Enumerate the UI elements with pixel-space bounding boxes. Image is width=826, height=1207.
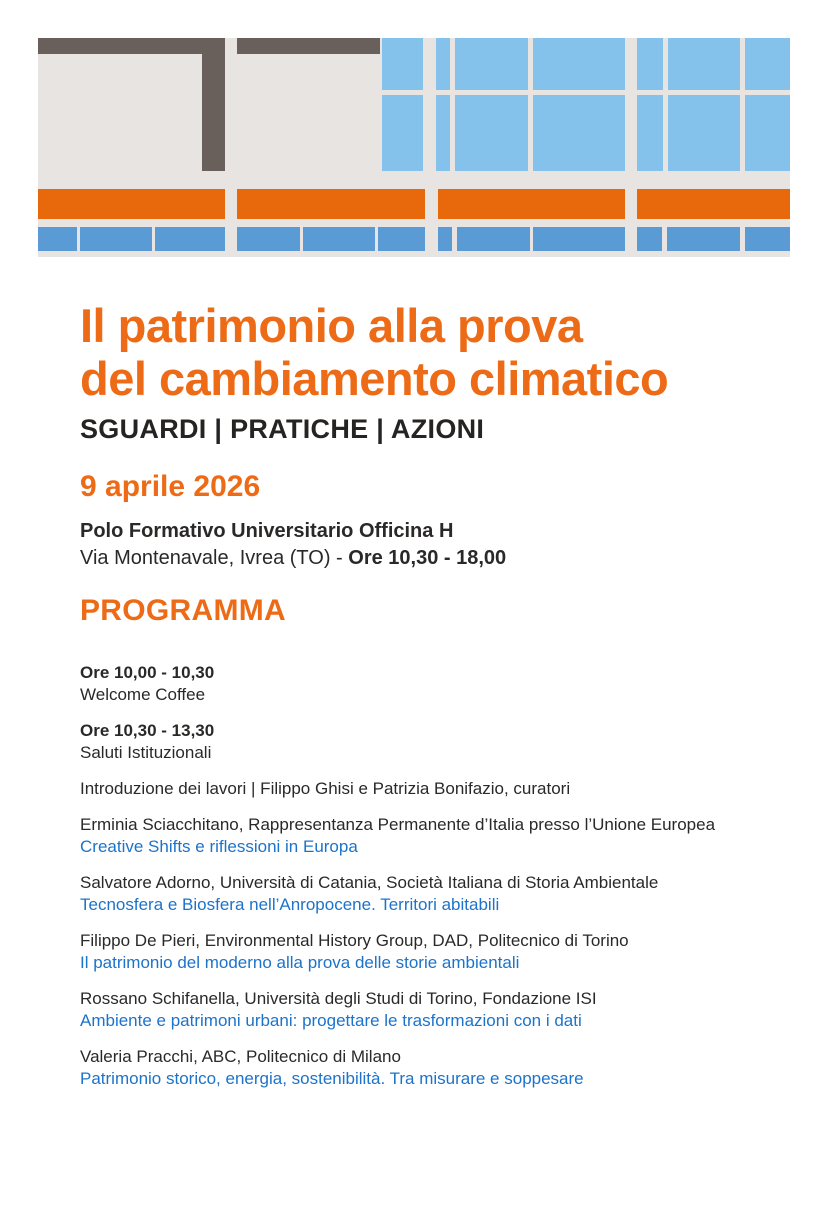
facade-block-window — [455, 38, 528, 90]
facade-block-window — [382, 95, 423, 171]
talk-entry — [80, 930, 796, 974]
facade-block-orange — [637, 189, 790, 219]
event-hours: Ore 10,30 - 18,00 — [348, 547, 507, 569]
facade-block-window — [745, 38, 790, 90]
poster — [0, 38, 826, 1207]
facade-block-band — [533, 227, 625, 251]
facade-block-orange — [438, 189, 625, 219]
venue-address-line — [80, 545, 796, 572]
facade-block-window — [436, 38, 450, 90]
facade-block-window — [637, 38, 663, 90]
title-line-2: del cambiamento climatico — [80, 352, 669, 405]
facade-block-band — [155, 227, 225, 251]
talk-title: Creative Shifts e riflessioni in Europa — [80, 837, 358, 856]
speaker-line: Valeria Pracchi, ABC, Politecnico di Milano — [80, 1047, 401, 1066]
facade-block-window — [637, 95, 663, 171]
facade-block-band — [745, 227, 790, 251]
facade-block-window — [382, 38, 423, 90]
page-title — [80, 299, 796, 405]
speaker-line: Salvatore Adorno, Università di Catania, Società Italiana di Storia Ambientale — [80, 873, 659, 892]
facade-block-dark — [38, 38, 225, 54]
venue-block — [80, 518, 796, 572]
facade-block-band — [667, 227, 740, 251]
talk-title: Il patrimonio del moderno alla prova delle storie ambientali — [80, 953, 520, 972]
talk-title: Patrimonio storico, energia, sostenibilità. Tra misurare e soppesare — [80, 1069, 584, 1088]
program-list — [80, 662, 796, 1090]
talk-entry — [80, 988, 796, 1032]
subtitle: SGUARDI | PRATICHE | AZIONI — [80, 414, 485, 444]
speaker-line: Filippo De Pieri, Environmental History Group, DAD, Politecnico di Torino — [80, 931, 629, 950]
facade-block-dark — [237, 38, 380, 54]
facade-block-band — [438, 227, 452, 251]
facade-block-band — [378, 227, 425, 251]
talk-entry — [80, 872, 796, 916]
title-line-1: Il patrimonio alla prova — [80, 299, 583, 352]
event-date: 9 aprile 2026 — [80, 470, 261, 503]
facade-block-window — [668, 95, 740, 171]
facade-block-orange — [237, 189, 425, 219]
facade-block-band — [303, 227, 375, 251]
facade-block-window — [533, 38, 625, 90]
facade-block-band — [38, 227, 77, 251]
facade-block-band — [637, 227, 662, 251]
speaker-line: Rossano Schifanella, Università degli Studi di Torino, Fondazione ISI — [80, 989, 597, 1008]
talk-entry — [80, 1046, 796, 1090]
talk-title: Ambiente e patrimoni urbani: progettare le trasformazioni con i dati — [80, 1011, 582, 1030]
venue-name: Polo Formativo Universitario Officina H — [80, 520, 454, 542]
facade-block-band — [457, 227, 530, 251]
header-graphic — [38, 38, 790, 257]
poster-content — [0, 299, 826, 1090]
facade-block-window — [745, 95, 790, 171]
speaker-line: Erminia Sciacchitano, Rappresentanza Permanente d’Italia presso l’Unione Europea — [80, 815, 716, 834]
talk-entry — [80, 814, 796, 858]
talk-title: Tecnosfera e Biosfera nell’Anropocene. Territori abitabili — [80, 895, 500, 914]
facade-block-dark — [202, 38, 225, 171]
session-intro — [80, 778, 796, 800]
slot-label: Saluti Istituzionali — [80, 743, 212, 762]
facade-block-window — [668, 38, 740, 90]
facade-block-window — [533, 95, 625, 171]
slot-time: Ore 10,30 - 13,30 — [80, 721, 215, 740]
facade-block-window — [436, 95, 450, 171]
facade-block-band — [80, 227, 152, 251]
program-heading: PROGRAMMA — [80, 594, 287, 627]
time-slot — [80, 720, 796, 764]
time-slot — [80, 662, 796, 706]
facade-block-orange — [38, 189, 225, 219]
venue-address: Via Montenavale, Ivrea (TO) - — [80, 547, 349, 569]
intro-line: Introduzione dei lavori | Filippo Ghisi e Patrizia Bonifazio, curatori — [80, 779, 571, 798]
facade-block-band — [237, 227, 300, 251]
facade-block-window — [455, 95, 528, 171]
slot-label: Welcome Coffee — [80, 685, 206, 704]
slot-time: Ore 10,00 - 10,30 — [80, 663, 215, 682]
